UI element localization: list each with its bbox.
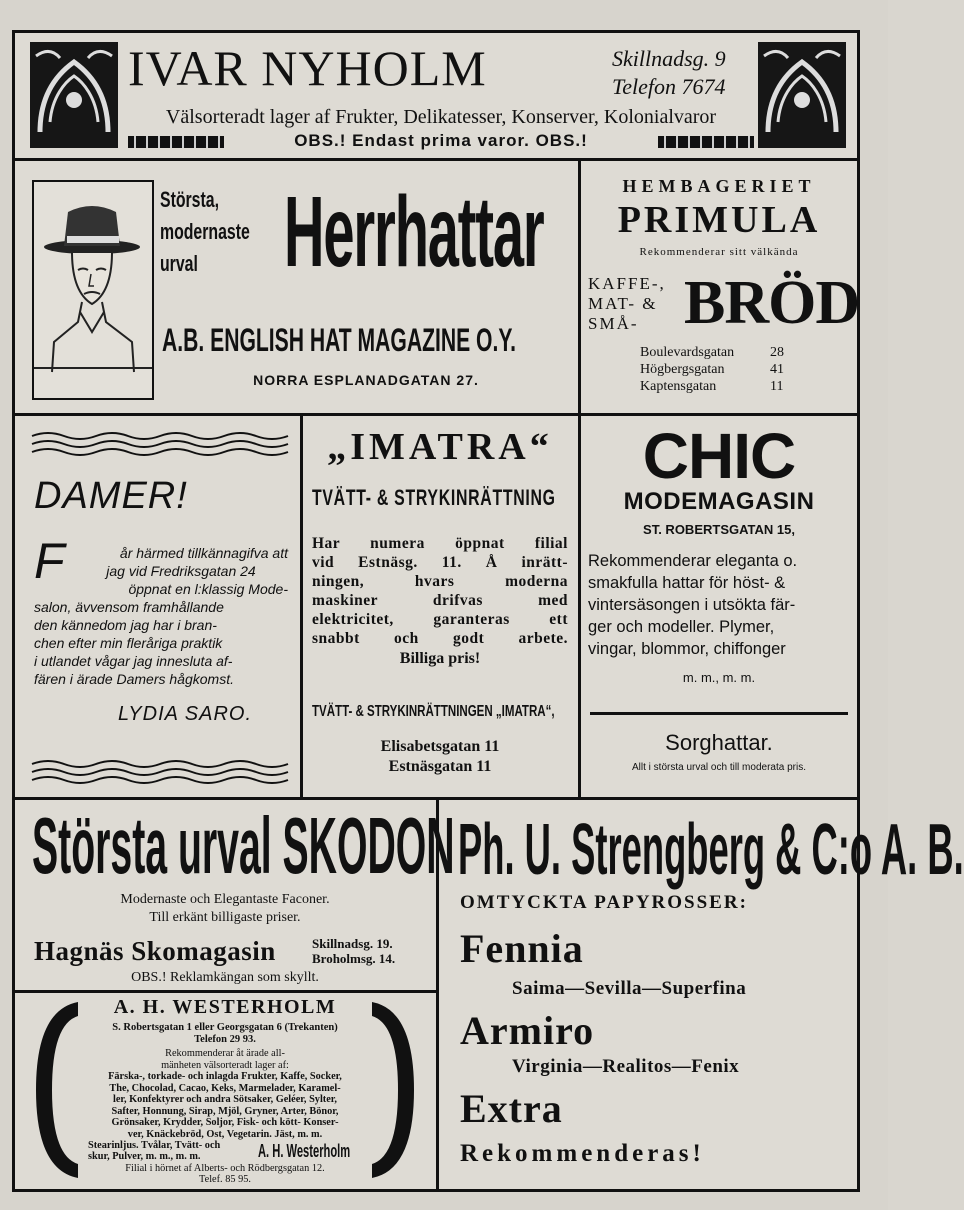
shoes-line-1: Modernaste och Elegantaste Faconer. bbox=[120, 892, 330, 907]
bakery-number: 11 bbox=[770, 379, 784, 394]
divider bbox=[12, 990, 436, 993]
bakery-address-row bbox=[640, 361, 790, 378]
chic-title: CHIC bbox=[642, 420, 796, 492]
right-bracket-icon bbox=[370, 1000, 420, 1180]
chic-body bbox=[588, 550, 850, 660]
shoes-headline: Största urval SKODON bbox=[32, 801, 455, 890]
chic-line: Rekommenderar eleganta o. bbox=[588, 552, 798, 570]
header-obs-row bbox=[128, 131, 754, 153]
bakery-address-list bbox=[640, 344, 790, 395]
strengberg-varieties-2: Virginia—Realitos—Fenix bbox=[512, 1056, 740, 1077]
imatra-subtitle: TVÄTT- & STRYKINRÄTTNING bbox=[312, 485, 556, 510]
bakery-line1: HEMBAGERIET bbox=[622, 176, 816, 196]
strengberg-headline: Ph. U. Strengberg & C:o A. B. bbox=[458, 810, 964, 890]
bakery-street: Högbergsgatan bbox=[640, 362, 725, 377]
damer-title: DAMER! bbox=[34, 475, 188, 517]
imatra-line: vid Estnäsg. 11. Å inrätt- bbox=[312, 554, 568, 571]
westerholm-address: S. Robertsgatan 1 eller Georgsgatan 6 (Trekanten) bbox=[112, 1022, 338, 1033]
damer-line: i utlandet vågar jag innesluta af- bbox=[34, 653, 233, 669]
chic-sorg-sub: Allt i största urval och till moderata pris. bbox=[632, 762, 806, 773]
hats-side-1: Största, bbox=[160, 187, 219, 212]
left-bracket-icon bbox=[30, 1000, 80, 1180]
westerholm-line-11: Filial i hörnet af Alberts- och Rödbergsgatan 12. bbox=[125, 1163, 325, 1174]
imatra-sign: TVÄTT- & STRYKINRÄTTNINGEN „IMATRA“, bbox=[312, 703, 555, 720]
header-address: Skillnadsg. 9 bbox=[612, 46, 726, 71]
bakery-address-row bbox=[640, 344, 790, 361]
shoes-line-2: Till erkänt billigaste priser. bbox=[149, 910, 301, 925]
bakery-recommends: Rekommenderar sitt välkända bbox=[639, 246, 799, 258]
bakery-word-3: SMÅ- bbox=[588, 314, 639, 333]
strengberg-subtitle: OMTYCKTA PAPYROSSER: bbox=[460, 892, 748, 913]
shoes-address-1: Skillnadsg. 19. bbox=[312, 936, 393, 951]
westerholm-line: Rekommenderar åt ärade all- bbox=[165, 1048, 285, 1059]
westerholm-line: Grönsaker, Krydder, Soljor, Fisk- och kött- Konser- bbox=[111, 1117, 339, 1128]
westerholm-line: Safter, Honnung, Sirap, Mjöl, Gryner, Arter, Bönor, bbox=[111, 1105, 339, 1117]
bakery-word-1: KAFFE-, bbox=[588, 274, 666, 293]
westerholm-name: A. H. WESTERHOLM bbox=[113, 996, 337, 1018]
hats-street: NORRA ESPLANADGATAN 27. bbox=[253, 372, 479, 388]
strengberg-brand-3: Extra bbox=[460, 1086, 563, 1131]
imatra-address-2: Estnäsgatan 11 bbox=[388, 758, 492, 775]
damer-line: jag vid Fredriksgatan 24 bbox=[106, 563, 256, 579]
westerholm-body bbox=[80, 1048, 370, 1140]
damer-line: fären i ärade Damers hågkomst. bbox=[34, 671, 234, 687]
westerholm-line: mänheten välsorteradt lager af: bbox=[161, 1059, 289, 1071]
westerholm-line: The, Chocolad, Cacao, Keks, Marmelader, Karamel- bbox=[109, 1082, 341, 1094]
chic-rule bbox=[590, 712, 848, 715]
imatra-address-1: Elisabetsgatan 11 bbox=[380, 738, 500, 755]
chic-etc: m. m., m. m. bbox=[682, 670, 756, 685]
imatra-line: maskiner drifvas med bbox=[312, 592, 568, 609]
westerholm-line: Färska-, torkade- och inlagda Frukter, Kaffe, Socker, bbox=[108, 1071, 342, 1082]
imatra-body bbox=[312, 534, 568, 648]
bakery-number: 28 bbox=[770, 345, 784, 360]
divider bbox=[578, 413, 581, 799]
damer-line: salon, ävvensom framhållande bbox=[34, 599, 224, 615]
chic-line: ger och modeller. Plymer, bbox=[588, 618, 775, 636]
westerholm-line: ver, Knäckebröd, Ost, Vegetarin. Jäst, m. m. bbox=[127, 1128, 323, 1140]
strengberg-recommend: Rekommenderas! bbox=[460, 1140, 705, 1167]
westerholm-line-12: Telef. 85 95. bbox=[199, 1174, 251, 1185]
header-tagline: Välsorteradt lager af Frukter, Delikatesser, Konserver, Kolonialvaror bbox=[165, 106, 717, 128]
bakery-street: Kaptensgatan bbox=[640, 379, 717, 394]
strengberg-brand-1: Fennia bbox=[460, 926, 584, 971]
ornament-bar-icon bbox=[658, 136, 754, 148]
hat-illustration bbox=[32, 180, 154, 400]
hats-company: A.B. ENGLISH HAT MAGAZINE O.Y. bbox=[162, 322, 516, 358]
hats-side-2: modernaste bbox=[160, 219, 250, 244]
chic-sorghattar: Sorghattar. bbox=[665, 730, 773, 755]
westerholm-line: ler, Konfektyrer och andra Sötsaker, Geléer, Sylter, bbox=[112, 1094, 338, 1105]
shoes-obs: OBS.! Reklamkängan som skyllt. bbox=[131, 970, 319, 985]
shoes-address-2: Broholmsg. 14. bbox=[312, 951, 396, 966]
imatra-title: „IMATRA“ bbox=[327, 426, 553, 468]
damer-dropcap: F bbox=[34, 533, 65, 589]
divider bbox=[300, 413, 303, 799]
bakery-street: Boulevardsgatan bbox=[640, 345, 735, 360]
strengberg-varieties-1: Saima—Sevilla—Superfina bbox=[512, 978, 747, 999]
hats-headline: Herrhattar bbox=[284, 176, 544, 288]
divider bbox=[12, 413, 860, 416]
westerholm-signature: A. H. Westerholm bbox=[258, 1141, 351, 1161]
westerholm-phone: Telefon 29 93. bbox=[194, 1034, 256, 1045]
chic-line: vingar, blommor, chiffonger bbox=[588, 640, 786, 658]
divider bbox=[12, 158, 860, 161]
imatra-cheap: Billiga pris! bbox=[399, 650, 481, 667]
bakery-brod: BRÖD bbox=[684, 269, 860, 337]
header-name: IVAR NYHOLM bbox=[128, 40, 487, 96]
damer-line: år härmed tillkännagifva att bbox=[119, 545, 288, 561]
imatra-line: snabbt och godt arbete. bbox=[312, 630, 568, 647]
strengberg-brand-2: Armiro bbox=[460, 1008, 595, 1053]
bakery-number: 41 bbox=[770, 362, 784, 377]
ornament-left-icon bbox=[30, 42, 118, 148]
chic-subtitle: MODEMAGASIN bbox=[623, 488, 815, 515]
header-obs: OBS.! Endast prima varor. OBS.! bbox=[294, 131, 588, 150]
damer-signature: LYDIA SARO. bbox=[118, 703, 253, 725]
header-phone: Telefon 7674 bbox=[612, 74, 726, 99]
imatra-line: Har numera öppnat filial bbox=[312, 535, 568, 552]
chic-line: vintersäsongen i utsökta fär- bbox=[588, 596, 796, 614]
westerholm-line-9: Stearinljus. Tvålar, Tvätt- och bbox=[88, 1140, 221, 1151]
ornament-right-icon bbox=[758, 42, 846, 148]
wavy-rule-top-icon bbox=[32, 430, 288, 458]
shoes-store: Hagnäs Skomagasin bbox=[34, 936, 276, 966]
damer-line: öppnat en l:klassig Mode- bbox=[128, 581, 288, 597]
chic-street: ST. ROBERTSGATAN 15, bbox=[643, 522, 795, 537]
bakery-name: PRIMULA bbox=[617, 199, 821, 241]
ornament-bar-icon bbox=[128, 136, 224, 148]
divider bbox=[578, 158, 581, 415]
westerholm-line-10: skur, Pulver, m. m., m. m. bbox=[88, 1151, 201, 1162]
damer-line: chen efter min fleråriga praktik bbox=[34, 635, 223, 651]
chic-line: smakfulla hattar för höst- & bbox=[588, 574, 786, 592]
imatra-line: ningen, hvars moderna bbox=[312, 573, 568, 590]
bakery-word-2: MAT- & bbox=[588, 294, 658, 313]
imatra-line: elektricitet, garanteras ett bbox=[312, 611, 568, 628]
hats-side-3: urval bbox=[160, 251, 198, 276]
wavy-rule-bottom-icon bbox=[32, 758, 288, 786]
damer-line: den kännedom jag har i bran- bbox=[34, 617, 217, 633]
bakery-address-row bbox=[640, 378, 790, 395]
